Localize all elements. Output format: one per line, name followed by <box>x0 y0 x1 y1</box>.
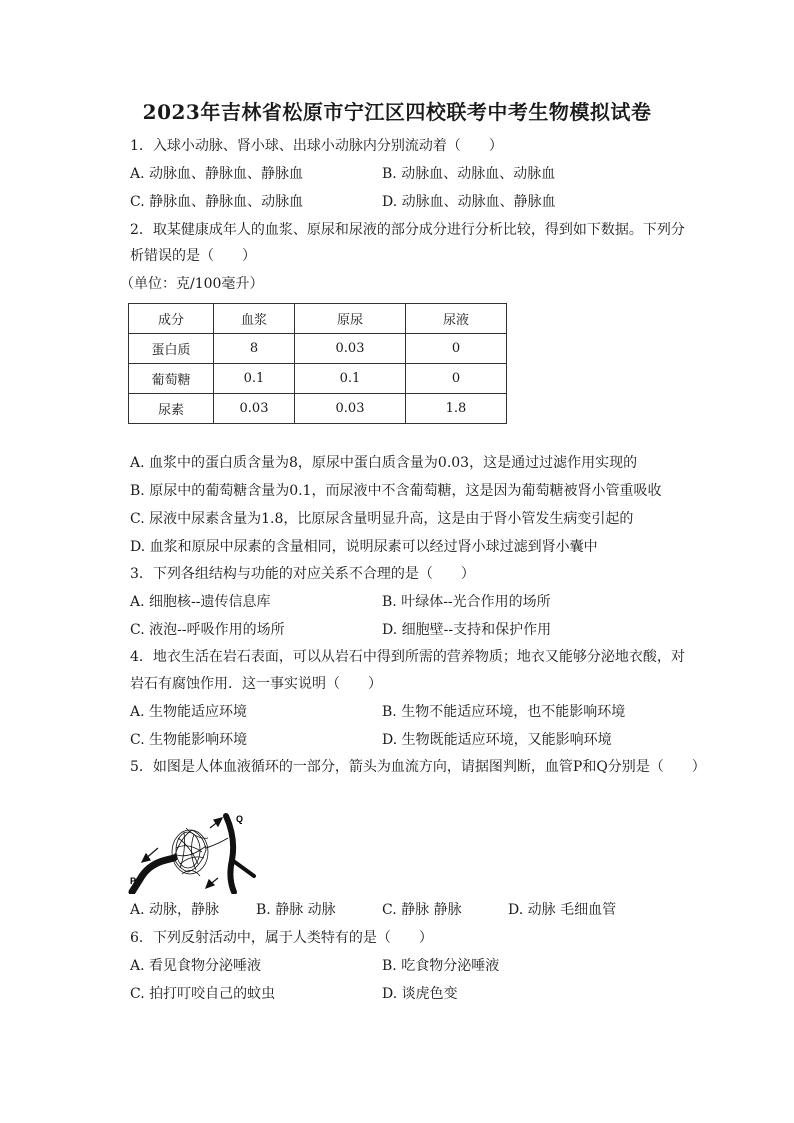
question-6-option-d: D. 谈虎色变 <box>382 986 458 1002</box>
question-3-option-b: B. 叶绿体--光合作用的场所 <box>382 594 551 610</box>
question-1-option-d: D. 动脉血、动脉血、静脉血 <box>382 194 556 210</box>
table-cell: 0.03 <box>295 334 406 364</box>
vessel-p <box>132 858 174 892</box>
question-2-option-a: A. 血浆中的蛋白质含量为8，原尿中蛋白质含量为0.03，这是通过过滤作用实现的 <box>130 455 638 471</box>
question-2-option-c: C. 尿液中尿素含量为1.8，比原尿含量明显升高，这是由于肾小管发生病变引起的 <box>130 511 634 527</box>
capillary-to-q <box>206 838 228 848</box>
question-4-option-d: D. 生物既能适应环境，又能影响环境 <box>382 732 612 748</box>
table-cell: 葡萄糖 <box>129 364 214 394</box>
question-4-option-a: A. 生物能适应环境 <box>130 704 248 720</box>
question-2-stem-line-1: 2．取某健康成年人的血浆、原尿和尿液的部分成分进行分析比较，得到如下数据。下列分 <box>130 222 685 238</box>
table-header-row <box>129 304 507 334</box>
capillary-network <box>172 828 208 876</box>
question-3-option-a: A. 细胞核--遗传信息库 <box>130 594 271 610</box>
question-2-unit: （单位：克/100毫升） <box>120 276 264 292</box>
table-header-cell: 尿液 <box>406 304 507 334</box>
vessel-q-branch <box>232 860 254 876</box>
question-1-option-b: B. 动脉血、动脉血、动脉血 <box>382 166 556 182</box>
table-header-cell: 成分 <box>129 304 214 334</box>
question-4-option-b: B. 生物不能适应环境，也不能影响环境 <box>382 704 626 720</box>
question-5-option-d: D. 动脉 毛细血管 <box>508 902 617 918</box>
question-6-option-c: C. 拍打叮咬自己的蚊虫 <box>130 986 276 1002</box>
table-cell: 尿素 <box>129 394 214 424</box>
question-5-option-c: C. 静脉 静脉 <box>382 902 462 918</box>
question-6-stem: 6．下列反射活动中，属于人类特有的是（ ） <box>130 930 433 946</box>
question-3-option-c: C. 液泡--呼吸作用的场所 <box>130 622 285 638</box>
table-row <box>129 334 507 364</box>
question-2-option-b: B. 原尿中的葡萄糖含量为0.1，而尿液中不含葡萄糖，这是因为葡萄糖被肾小管重吸收 <box>130 483 662 499</box>
question-5-stem: 5．如图是人体血液循环的一部分，箭头为血流方向，请据图判断，血管P和Q分别是（ ） <box>130 759 706 775</box>
table-header-cell: 原尿 <box>295 304 406 334</box>
question-2-option-d: D. 血浆和原尿中尿素的含量相同，说明尿素可以经过肾小球过滤到肾小囊中 <box>130 539 598 555</box>
question-4-stem-line-2: 岩石有腐蚀作用．这一事实说明（ ） <box>130 676 382 692</box>
table-cell: 0 <box>406 334 507 364</box>
label-p: P <box>130 876 137 886</box>
question-1-option-c: C. 静脉血、静脉血、动脉血 <box>130 194 304 210</box>
question-6-option-b: B. 吃食物分泌唾液 <box>382 958 500 974</box>
table-cell: 0 <box>406 364 507 394</box>
question-1-stem: 1．入球小动脉、肾小球、出球小动脉内分别流动着（ ） <box>130 138 503 154</box>
vessel-q <box>226 816 234 892</box>
composition-table <box>128 303 507 424</box>
table-cell: 1.8 <box>406 394 507 424</box>
table-header-cell: 血浆 <box>214 304 295 334</box>
table-cell: 蛋白质 <box>129 334 214 364</box>
label-q: Q <box>236 814 244 824</box>
table-cell: 0.03 <box>295 394 406 424</box>
table-cell: 0.1 <box>295 364 406 394</box>
table-row <box>129 394 507 424</box>
blood-vessel-figure <box>128 808 268 898</box>
question-1-option-a: A. 动脉血、静脉血、静脉血 <box>130 166 304 182</box>
table-row <box>129 364 507 394</box>
question-5-option-a: A. 动脉，静脉 <box>130 902 220 918</box>
question-6-option-a: A. 看见食物分泌唾液 <box>130 958 262 974</box>
blood-vessel-diagram <box>128 808 268 894</box>
question-5-option-b: B. 静脉 动脉 <box>256 902 336 918</box>
table-cell: 8 <box>214 334 295 364</box>
question-3-stem: 3．下列各组结构与功能的对应关系不合理的是（ ） <box>130 566 475 582</box>
question-4-option-c: C. 生物能影响环境 <box>130 732 248 748</box>
flow-arrows <box>142 818 222 888</box>
page-title: 2023年吉林省松原市宁江区四校联考中考生物模拟试卷 <box>142 100 652 124</box>
table-cell: 0.03 <box>214 394 295 424</box>
question-2-stem-line-2: 析错误的是（ ） <box>130 248 256 264</box>
question-4-stem-line-1: 4．地衣生活在岩石表面，可以从岩石中得到所需的营养物质；地衣又能够分泌地衣酸，对 <box>130 649 685 665</box>
table-cell: 0.1 <box>214 364 295 394</box>
question-3-option-d: D. 细胞壁--支持和保护作用 <box>382 622 552 638</box>
